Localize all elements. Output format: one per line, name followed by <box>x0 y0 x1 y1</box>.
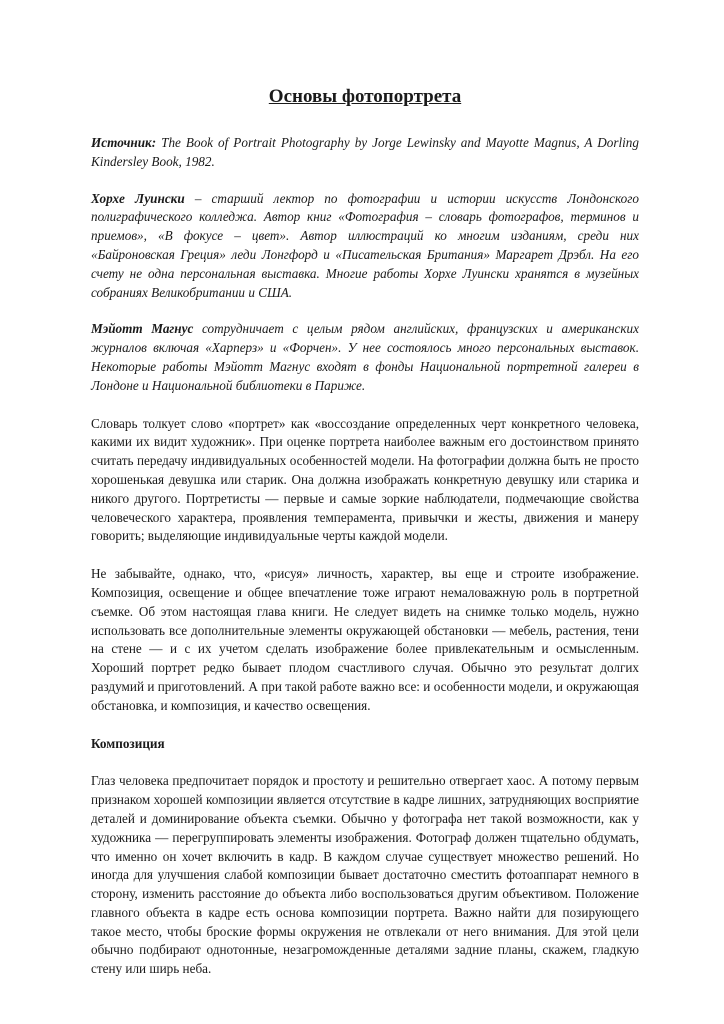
spacer <box>91 716 639 735</box>
spacer <box>91 302 639 320</box>
page-title: Основы фотопортрета <box>268 86 462 107</box>
spacer <box>91 396 639 415</box>
source-text: The Book of Portrait Photography by Jorge Lewinsky and Mayotte Magnus, A Dorling Kindersley Book, 1982. <box>91 135 639 169</box>
section-heading: Композиция <box>91 735 165 751</box>
body-paragraph: Глаз человека предпочитает порядок и простоту и решительно отвергает хаос. А потому первым признаком хорошей композиции является отсутствие в кадре лишних, затрудняющих восприятие деталей и доминирование объекта съемки. Обычно у фотографа нет такой возможности, как у художника — перегруппировать элементы изображения. Фотограф должен тщательно обдумать, что именно он хочет включить в кадр. В каждом случае существует множество решений. Но иногда для улучшения слабой композиции бывает достаточно сместить фотоаппарат немного в сторону, изменить расстояние до объекта либо воспользоваться другим объективом. Положение главного объекта в кадре есть основа композиции портрета. Важно найти для позирующего такое место, чтобы броские формы окружения не отвлекали от него внимания. Для этой цели обычно подбирают однотонные, незагроможденные деталями задние планы, скажем, гладкую стену или ширь неба. <box>91 773 639 977</box>
source-paragraph <box>91 134 639 172</box>
author-bio-text: – старший лектор по фотографии и истории искусств Лондонского полиграфического колледжа. Автор книг «Фотография – словарь фотографов, терминов и приемов», «В фокусе – цвет». Автор иллюстраций ко многим изданиям, среди них «Байроновская Греция» леди Лонгфорд и «Писательская Британия» Маргарет Дрэбл. На его счету не одна персональная выставка. Многие работы Хорхе Луински хранятся в музейных собраниях Великобритании и США. <box>91 190 639 300</box>
author-bio-text: сотрудничает с целым рядом английских, французских и американских журналов включая «Харперз» и «Форчен». У нее состоялось много персональных выставок. Некоторые работы Мэйотт Магнус входят в фонды Национальной портретной галереи в Лондоне и Национальной библиотеки в Париже. <box>91 321 639 393</box>
author-name: Хорхе Луински <box>91 190 185 206</box>
spacer <box>91 753 639 772</box>
document-page <box>91 86 639 979</box>
author-bio-lewinsky <box>91 190 639 303</box>
body-paragraph: Не забывайте, однако, что, «рисуя» личность, характер, вы еще и строите изображение. Композиция, освещение и общее впечатление тоже играют немаловажную роль в портретной съемке. Об этом настоящая глава книги. Не следует видеть на снимке только модель, нужно использовать все дополнительные элементы окружающей обстановки — мебель, растения, тени на стене — и с их учетом сделать изображение более привлекательным и осмысленным. Хороший портрет редко бывает плодом счастливого случая. Обычно это результат долгих раздумий и приготовлений. А при такой работе важно все: и особенности модели, и окружающая обстановка, и композиция, и качество освещения. <box>91 566 639 713</box>
spacer <box>91 172 639 190</box>
source-label: Источник: <box>91 135 157 150</box>
author-bio-magnus <box>91 320 639 395</box>
spacer <box>91 546 639 565</box>
body-paragraph: Словарь толкует слово «портрет» как «воссоздание определенных черт конкретного человека, какими их видит художник». При оценке портрета наиболее важным его достоинством принято считать передачу индивидуальных особенностей модели. На фотографии должна быть не просто хорошенькая девушка или старик. Она должна изображать конкретную девушку или старика и никого другого. Портретисты — первые и самые зоркие наблюдатели, подмечающие свойства человеческого характера, проявления темперамента, привычки и жесты, движения и манеру говорить; выделяющие индивидуальные черты каждой модели. <box>91 415 639 544</box>
author-name: Мэйотт Магнус <box>91 321 194 337</box>
